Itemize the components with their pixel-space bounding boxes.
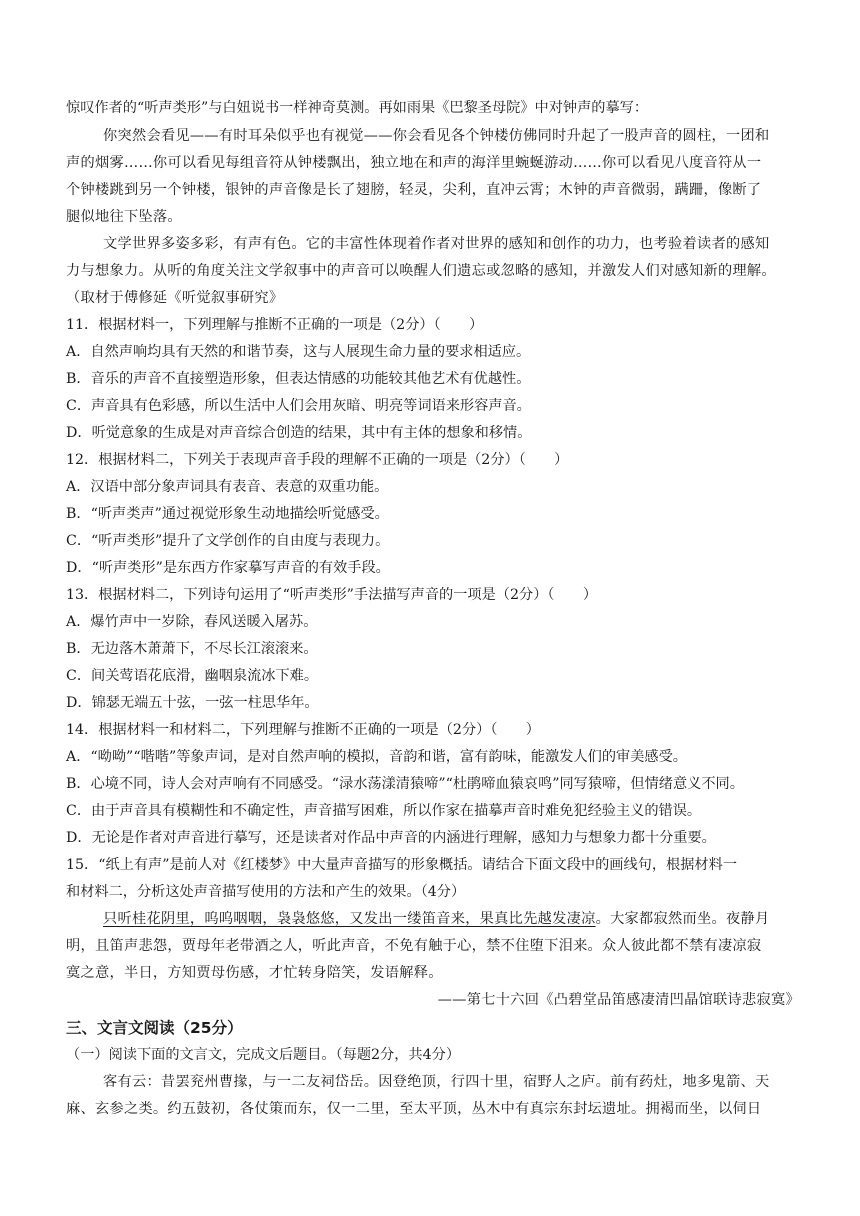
question-option: C．间关莺语花底滑，幽咽泉流冰下难。: [66, 668, 319, 684]
material-text-line: 文学世界多姿多彩，有声有色。它的丰富性体现着作者对世界的感知和创作的功力，也考验着读者的感知: [103, 236, 770, 252]
quoted-passage-line: 你突然会看见——有时耳朵似乎也有视觉——你会看见各个钟楼仿佛同时升起了一股声音的圆柱，一团和: [103, 128, 770, 144]
question-option: D．锦瑟无端五十弦，一弦一柱思华年。: [66, 695, 319, 711]
question-option: C．由于声音具有模糊性和不确定性，声音描写困难，所以作家在描摹声音时难免犯经验主义的错误。: [66, 803, 702, 819]
section-subheading: （一）阅读下面的文言文，完成文后题目。（每题2分，共4分）: [66, 1047, 461, 1063]
question-stem: 15．“纸上有声”是前人对《红楼梦》中大量声音描写的形象概括。请结合下面文段中的画线句，根据材料一: [66, 857, 738, 873]
passage-text: 。大家都寂然而坐。夜静月: [595, 911, 770, 927]
material-text-line: 惊叹作者的“听声类形”与白妞说书一样神奇莫测。再如雨果《巴黎圣母院》中对钟声的摹写：: [66, 100, 649, 116]
material-source: （取材于傅修延《听觉叙事研究》: [66, 290, 284, 306]
question-stem: 12．根据材料二，下列关于表现声音手段的理解不正确的一项是（2分）（ ）: [66, 452, 569, 468]
question-option: D．无论是作者对声音进行摹写，还是读者对作品中声音的内涵进行理解，感知力与想象力都十分重要。: [66, 830, 716, 846]
hongloumeng-passage-line: [103, 909, 769, 929]
question-option: A．“呦呦”“喈喈”等象声词，是对自然声响的模拟，音韵和谐，富有韵味，能激发人们的审美感受。: [66, 749, 687, 765]
section-heading: 三、文言文阅读（25分）: [66, 1019, 243, 1037]
question-option: D．听觉意象的生成是对声音综合创造的结果，其中有主体的想象和移情。: [66, 425, 532, 441]
question-stem: 13．根据材料二，下列诗句运用了“听声类形”手法描写声音的一项是（2分）（ ）: [66, 587, 598, 603]
question-option: B．无边落木萧萧下，不尽长江滚滚来。: [66, 641, 318, 657]
question-option: B．“听声类声”通过视觉形象生动地描绘听觉感受。: [66, 506, 389, 522]
question-option: B．音乐的声音不直接塑造形象，但表达情感的功能较其他艺术有优越性。: [66, 371, 531, 387]
question-option: A．自然声响均具有天然的和谐节奏，这与人展现生命力量的要求相适应。: [66, 344, 531, 360]
quoted-passage-line: 声的烟雾……你可以看见每组音符从钟楼飘出，独立地在和声的海洋里蜿蜒游动……你可以看见八度音符从一: [66, 155, 762, 171]
passage-source: ——第七十六回《凸碧堂品笛感凄清凹晶馆联诗悲寂寞》: [437, 992, 800, 1008]
question-option: D．“听声类形”是东西方作家摹写声音的有效手段。: [66, 560, 390, 576]
question-option: A．汉语中部分象声词具有表音、表意的双重功能。: [66, 479, 389, 495]
question-stem: 14．根据材料一和材料二，下列理解与推断不正确的一项是（2分）（ ）: [66, 722, 540, 738]
question-option: C．声音具有色彩感，所以生活中人们会用灰暗、明亮等词语来形容声音。: [66, 398, 531, 414]
question-stem: 11．根据材料一，下列理解与推断不正确的一项是（2分）（ ）: [66, 317, 484, 333]
question-stem-cont: 和材料二，分析这处声音描写使用的方法和产生的效果。（4分）: [66, 884, 466, 900]
question-option: B．心境不同，诗人会对声响有不同感受。“渌水荡漾清猿啼”“杜鹃啼血猿哀鸣”同写猿啼，但情绪意义不同。: [66, 776, 744, 792]
hongloumeng-passage-line: 寞之意，半日，方知贾母伤感，才忙转身陪笑，发语解释。: [66, 965, 443, 981]
hongloumeng-passage-line: 明，且笛声悲怨，贾母年老带酒之人，听此声音，不免有触于心，禁不住堕下泪来。众人彼此都不禁有凄凉寂: [66, 938, 762, 954]
material-text-line: 力与想象力。从听的角度关注文学叙事中的声音可以唤醒人们遗忘或忽略的感知，并激发人们对感知新的理解。: [66, 263, 776, 279]
classical-text-line: 麻、玄参之类。约五鼓初，各仗策而东，仅一二里，至太平顶，丛木中有真宗东封坛遗址。拥褐而坐，以伺日: [66, 1101, 762, 1117]
classical-text-line: 客有云：昔罢兖州曹掾，与一二友祠岱岳。因登绝顶，行四十里，宿野人之庐。前有药灶，地多鬼箭、天: [103, 1074, 770, 1090]
question-option: A．爆竹声中一岁除，春风送暖入屠苏。: [66, 614, 318, 630]
quoted-passage-line: 腿似地往下坠落。: [66, 209, 182, 225]
quoted-passage-line: 个钟楼跳到另一个钟楼，银钟的声音像是长了翅膀，轻灵，尖利，直冲云霄；木钟的声音微弱，蹒跚，像断了: [66, 182, 762, 198]
question-option: C．“听声类形”提升了文学创作的自由度与表现力。: [66, 533, 390, 549]
underlined-sentence: 只听桂花阴里，呜呜咽咽，袅袅悠悠，又发出一缕笛音来，果真比先越发凄凉: [103, 911, 596, 927]
